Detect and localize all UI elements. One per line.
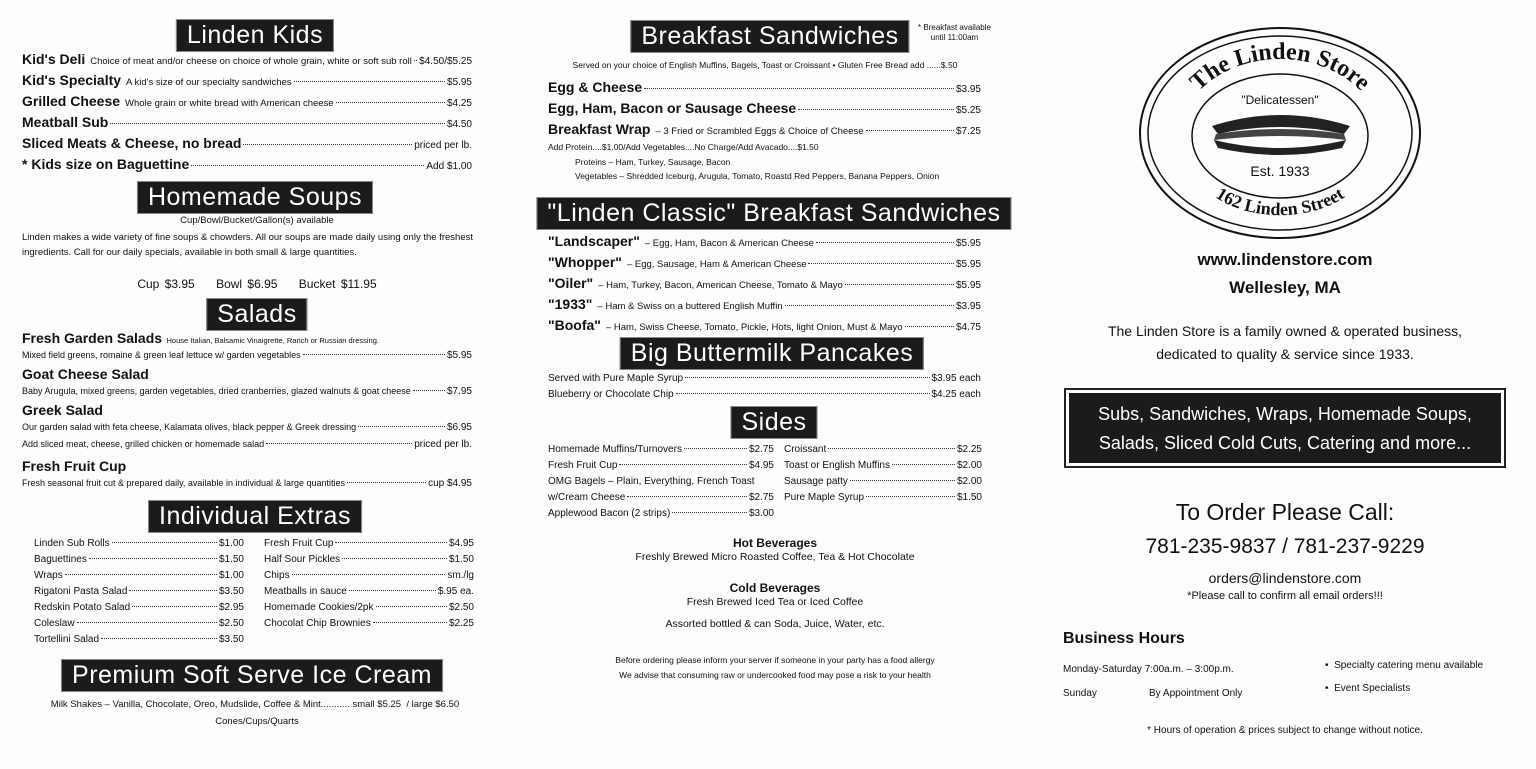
sunday-label: Sunday — [1063, 688, 1097, 699]
section-header-breakfast-sandwiches: Breakfast Sandwiches — [630, 20, 909, 53]
item-name: Fresh Fruit Cup — [548, 460, 618, 471]
logo-name: The Linden Store — [1185, 38, 1376, 96]
breakfast-add-ons — [548, 140, 939, 184]
menu-item — [264, 568, 474, 584]
item-price: $4.25 — [446, 98, 472, 109]
item-description: A kid's size of our specialty sandwiches — [126, 77, 292, 88]
item-name: Linden Sub Rolls — [34, 538, 110, 549]
item-description: – 3 Fried or Scrambled Eggs & Choice of Cheese — [655, 126, 864, 137]
dot-leader — [349, 590, 436, 591]
item-price: $2.75 — [748, 492, 774, 503]
dot-leader — [303, 354, 445, 355]
menu-item — [34, 616, 244, 632]
menu-item — [22, 330, 472, 362]
menu-item — [264, 536, 474, 552]
item-description: Choice of meat and/or cheese on choice of whole grain, white or soft sub roll — [90, 56, 412, 67]
breakfast-list — [548, 78, 981, 141]
dot-leader — [866, 496, 955, 497]
menu-item — [264, 600, 474, 616]
sides-left-list — [548, 442, 774, 522]
dot-leader — [414, 60, 417, 61]
item-price: $2.50 — [218, 618, 244, 629]
section-header-pancakes: Big Buttermilk Pancakes — [620, 337, 924, 370]
dot-leader — [866, 130, 954, 131]
dot-leader — [129, 590, 217, 591]
menu-item — [548, 371, 981, 387]
dot-leader — [808, 263, 953, 264]
menu-item — [548, 474, 774, 490]
store-city: Wellesley, MA — [1229, 278, 1341, 297]
item-price: priced per lb. — [414, 439, 472, 450]
dot-leader — [828, 448, 955, 449]
bullet-text: Specialty catering menu available — [1334, 660, 1484, 671]
sides-right-list — [784, 442, 982, 506]
hot-beverages-text: Freshly Brewed Micro Roasted Coffee, Tea & Hot Chocolate — [635, 551, 915, 563]
item-description: – Ham, Turkey, Bacon, American Cheese, Tomato & Mayo — [598, 280, 843, 291]
item-name: OMG Bagels – Plain, Everything, French Toast — [548, 476, 755, 487]
item-price: $3.00 — [748, 508, 774, 519]
item-price: Add $1.00 — [426, 161, 472, 172]
dot-leader — [676, 393, 930, 394]
section-header-linden-classic: "Linden Classic" Breakfast Sandwiches — [536, 197, 1011, 230]
assorted-drinks: Assorted bottled & can Soda, Juice, Water, etc. — [665, 618, 885, 630]
item-price: $3.50 — [218, 634, 244, 645]
bucket-price: Bucket $11.95 — [298, 277, 377, 291]
item-name: "1933" — [548, 296, 593, 312]
dot-leader — [684, 448, 747, 449]
item-name: Rigatoni Pasta Salad — [34, 586, 128, 597]
menu-item — [548, 506, 774, 522]
item-name: Kid's Deli — [22, 51, 86, 67]
dot-leader — [347, 482, 426, 483]
menu-item — [548, 387, 981, 403]
menu-item — [784, 490, 982, 506]
menu-item — [264, 552, 474, 568]
item-name: Croissant — [784, 444, 827, 455]
sandwich-icon — [1212, 115, 1350, 155]
dot-leader — [101, 638, 217, 639]
dot-leader — [685, 377, 929, 378]
services-box-inner — [1069, 393, 1501, 463]
item-description: Whole grain or white bread with American cheese — [125, 98, 334, 109]
logo-tagline: "Delicatessen" — [1241, 93, 1319, 107]
bowl-price: Bowl $6.95 — [216, 277, 278, 291]
menu-item — [22, 402, 472, 434]
item-description: – Egg, Ham, Bacon & American Cheese — [644, 238, 814, 249]
menu-item — [548, 295, 981, 316]
logo-established: Est. 1933 — [1250, 163, 1310, 179]
item-name: Fresh Garden Salads — [22, 330, 163, 346]
dot-leader — [342, 558, 447, 559]
menu-item — [22, 366, 472, 398]
business-hours-title: Business Hours — [1063, 630, 1185, 647]
section-header-salads: Salads — [206, 298, 307, 331]
item-name: Chips — [264, 570, 290, 581]
menu-item — [548, 253, 981, 274]
beverages — [545, 536, 1005, 631]
dot-leader — [358, 426, 445, 427]
dot-leader — [376, 606, 447, 607]
menu-item — [548, 78, 981, 99]
item-price: $2.00 — [956, 460, 982, 471]
services-line2: Salads, Sliced Cold Cuts, Catering and more... — [1098, 433, 1472, 453]
item-name: Coleslaw — [34, 618, 75, 629]
item-description: Baby Arugula, mixed greens, garden vegetables, dried cranberries, glazed walnuts & goat cheese — [22, 386, 411, 396]
pancakes-list — [548, 371, 981, 403]
menu-item — [784, 474, 982, 490]
dot-leader — [672, 512, 747, 513]
linden-store-logo — [1138, 26, 1422, 242]
section-header-individual-extras: Individual Extras — [148, 500, 362, 533]
dot-leader — [627, 496, 747, 497]
item-price: $.95 ea. — [437, 586, 474, 597]
classic-list — [548, 232, 981, 337]
item-price: priced per lb. — [414, 140, 472, 151]
bullet-text: Event Specialists — [1334, 683, 1411, 694]
item-name: Meatballs in sauce — [264, 586, 347, 597]
item-price: $7.25 — [955, 126, 981, 137]
item-price: $2.00 — [956, 476, 982, 487]
item-name: Toast or English Muffins — [784, 460, 890, 471]
add-ons-prices: Add Protein....$1.00/Add Vegetables....No Charge/Add Avacado....$1.50 — [548, 142, 819, 152]
soups-sizes: Cup/Bowl/Bucket/Gallon(s) available — [180, 215, 334, 226]
menu-item — [22, 458, 472, 490]
breakfast-served-note: Served on your choice of English Muffins, Bagels, Toast or Croissant • Gluten Free Bread add ......$.50 — [572, 60, 958, 70]
menu-item — [548, 232, 981, 253]
item-name: Homemade Muffins/Turnovers — [548, 444, 682, 455]
item-price: $4.50 — [446, 119, 472, 130]
menu-item — [548, 99, 981, 120]
breakfast-note-line2: until 11:00am — [930, 33, 979, 42]
menu-item — [22, 71, 472, 92]
dot-leader — [785, 305, 954, 306]
extras-right-list — [264, 536, 474, 632]
item-name: Egg, Ham, Bacon or Sausage Cheese — [548, 100, 797, 116]
item-price: $5.95 — [446, 77, 472, 88]
dot-leader — [191, 165, 424, 166]
menu-item — [34, 632, 244, 648]
small-price: small $5.25 — [352, 699, 402, 710]
dot-leader — [266, 443, 412, 444]
menu-item — [34, 552, 244, 568]
tagline-line1: The Linden Store is a family owned & operated business, — [1107, 323, 1463, 339]
sunday-hours: By Appointment Only — [1149, 688, 1243, 699]
item-name: Goat Cheese Salad — [22, 366, 149, 382]
menu-item — [784, 442, 982, 458]
item-description: Our garden salad with feta cheese, Kalamata olives, black pepper & Greek dressing — [22, 422, 357, 432]
hot-beverages-title: Hot Beverages — [732, 536, 818, 550]
salads-list — [22, 330, 472, 494]
services-box — [1064, 388, 1506, 468]
milk-shakes-text: Milk Shakes – Vanilla, Chocolate, Oreo, Mudslide, Coffee & Mint........... — [50, 699, 350, 710]
item-price: $7.95 — [446, 386, 472, 397]
item-description: – Ham & Swiss on a buttered English Muffin — [597, 301, 783, 312]
order-email[interactable]: orders@lindenstore.com — [1208, 570, 1362, 586]
item-price: $1.00 — [218, 538, 244, 549]
item-description: Mixed field greens, romaine & green leaf lettuce w/ garden vegetables — [22, 350, 301, 360]
website-link[interactable]: www.lindenstore.com — [1197, 250, 1373, 269]
dot-leader — [112, 542, 217, 543]
breakfast-note-line1: * Breakfast available — [918, 23, 991, 32]
item-name: Blueberry or Chocolate Chip — [548, 389, 674, 400]
kids-menu-list — [22, 50, 472, 176]
item-name: "Boofa" — [548, 317, 601, 333]
item-name: "Whopper" — [548, 254, 622, 270]
item-price: $3.50 — [218, 586, 244, 597]
item-price: $5.95 — [955, 280, 981, 291]
item-price: $5.95 — [955, 238, 981, 249]
dot-leader — [110, 123, 445, 124]
menu-item — [34, 600, 244, 616]
soups-description: Linden makes a wide variety of fine soups & chowders. All our soups are made daily using only the freshest ingredients. Call for our daily specials, available in both small & large quantities. — [22, 232, 473, 258]
vegetable-options: Vegetables – Shredded Iceburg, Arugula, Tomato, Roastd Red Peppers, Banana Peppers, Onion — [575, 171, 940, 181]
logo-street: 162 Linden Street — [1212, 183, 1348, 220]
section-header-ice-cream: Premium Soft Serve Ice Cream — [61, 659, 443, 692]
dot-leader — [619, 464, 747, 465]
item-price: sm./lg — [447, 570, 474, 581]
menu-item — [22, 134, 472, 155]
menu-item — [548, 442, 774, 458]
dot-leader — [336, 102, 445, 103]
item-price: $2.50 — [448, 602, 474, 613]
item-name: Sausage patty — [784, 476, 848, 487]
breakfast-hours-note — [912, 23, 997, 43]
item-price: $1.50 — [956, 492, 982, 503]
section-header-sides: Sides — [730, 406, 817, 439]
item-price: $5.95 — [955, 259, 981, 270]
allergy-line1: Before ordering please inform your server if someone in your party has a food allergy — [615, 655, 935, 665]
item-price: $2.25 — [448, 618, 474, 629]
item-name: w/Cream Cheese — [548, 492, 626, 503]
item-name: Homemade Cookies/2pk — [264, 602, 374, 613]
business-hours — [1063, 658, 1242, 706]
item-price: $4.75 — [955, 322, 981, 333]
tagline-line2: dedicated to quality & service since 1933. — [1156, 346, 1414, 362]
item-name: Wraps — [34, 570, 63, 581]
menu-item — [22, 92, 472, 113]
allergy-notice — [545, 653, 1005, 683]
dot-leader — [335, 542, 447, 543]
item-name: "Landscaper" — [548, 233, 640, 249]
email-note: *Please call to confirm all email orders!!! — [1187, 590, 1383, 602]
item-name: Chocolat Chip Brownies — [264, 618, 371, 629]
item-price: $3.95 — [955, 301, 981, 312]
item-name: Meatball Sub — [22, 114, 109, 130]
item-price: $1.50 — [218, 554, 244, 565]
dot-leader — [892, 464, 955, 465]
bullet-item: • Event Specialists — [1325, 683, 1411, 694]
dot-leader — [798, 109, 954, 110]
item-name: "Oiler" — [548, 275, 594, 291]
item-price: $2.25 — [956, 444, 982, 455]
item-price: $2.95 — [218, 602, 244, 613]
cold-beverages-title: Cold Beverages — [729, 581, 821, 595]
menu-item — [548, 490, 774, 506]
menu-item — [548, 458, 774, 474]
menu-item — [22, 155, 472, 176]
item-description: – Egg, Sausage, Ham & American Cheese — [626, 259, 807, 270]
item-name: Sliced Meats & Cheese, no bread — [22, 135, 242, 151]
dot-leader — [850, 480, 955, 481]
item-description: Fresh seasonal fruit cut & prepared daily, available in individual & large quantities — [22, 478, 346, 488]
item-price: $4.50/$5.25 — [419, 56, 472, 67]
menu-item — [264, 584, 474, 600]
dot-leader — [132, 606, 217, 607]
item-price: $1.50 — [448, 554, 474, 565]
item-name: Tortellini Salad — [34, 634, 100, 645]
menu-item — [34, 536, 244, 552]
item-note: House Italian, Balsamic Vinaigrette, Ranch or Russian dressing. — [166, 336, 379, 345]
item-name: Grilled Cheese — [22, 93, 121, 109]
item-name: Fresh Fruit Cup — [264, 538, 334, 549]
item-price: $3.95 each — [931, 373, 981, 384]
item-name: Greek Salad — [22, 402, 103, 418]
menu-item — [784, 458, 982, 474]
dot-leader — [905, 326, 954, 327]
menu-item — [22, 50, 472, 71]
dot-leader — [413, 390, 445, 391]
item-name: Kid's Specialty — [22, 72, 122, 88]
phone-numbers[interactable]: 781-235-9837 / 781-237-9229 — [1145, 535, 1425, 558]
menu-item — [22, 438, 472, 451]
services-bullets — [1325, 654, 1483, 700]
cones-cups-quarts: Cones/Cups/Quarts — [215, 716, 299, 727]
menu-item — [22, 113, 472, 134]
dot-leader — [292, 574, 446, 575]
item-name: Half Sour Pickles — [264, 554, 341, 565]
item-price: $4.25 each — [931, 389, 981, 400]
dot-leader — [77, 622, 217, 623]
item-name: Redskin Potato Salad — [34, 602, 131, 613]
item-price: $4.95 — [448, 538, 474, 549]
item-price: $4.95 — [748, 460, 774, 471]
menu-item — [34, 584, 244, 600]
menu-item — [548, 120, 981, 141]
milk-shakes-line — [5, 698, 505, 712]
item-price: $3.95 — [955, 84, 981, 95]
services-line1: Subs, Sandwiches, Wraps, Homemade Soups, — [1098, 404, 1472, 424]
order-heading: To Order Please Call: — [1175, 499, 1395, 525]
soups-prices — [22, 277, 492, 292]
item-name: Pure Maple Syrup — [784, 492, 865, 503]
dot-leader — [644, 88, 954, 89]
menu-item — [264, 616, 474, 632]
item-price: $5.25 — [955, 105, 981, 116]
dot-leader — [816, 242, 954, 243]
svg-text:The Linden Store — [1185, 39, 1375, 96]
tagline — [1050, 320, 1520, 366]
section-header-homemade-soups: Homemade Soups — [137, 181, 373, 214]
cold-beverages-text: Fresh Brewed Iced Tea or Iced Coffee — [686, 596, 864, 608]
item-name: Egg & Cheese — [548, 79, 643, 95]
item-price: $5.95 — [446, 350, 472, 361]
item-price: cup $4.95 — [428, 478, 472, 489]
menu-item — [548, 316, 981, 337]
item-description: Add sliced meat, cheese, grilled chicken or homemade salad — [22, 439, 265, 449]
item-name: * Kids size on Baguettine — [22, 156, 190, 172]
menu-item — [34, 568, 244, 584]
dot-leader — [845, 284, 954, 285]
bullet-item: • Specialty catering menu available — [1325, 660, 1484, 671]
dot-leader — [89, 558, 217, 559]
item-name: Breakfast Wrap — [548, 121, 651, 137]
order-info — [1060, 497, 1510, 603]
protein-options: Proteins – Ham, Turkey, Sausage, Bacon — [575, 156, 731, 167]
item-description: – Ham, Swiss Cheese, Tomato, Pickle, Hots, light Onion, Must & Mayo — [605, 322, 903, 333]
item-price: $2.75 — [748, 444, 774, 455]
item-price: $1.00 — [218, 570, 244, 581]
weekday-hours: Monday-Saturday 7:00a.m. – 3:00p.m. — [1063, 664, 1234, 675]
menu-item — [548, 274, 981, 295]
item-name: Applewood Bacon (2 strips) — [548, 508, 671, 519]
large-price: / large $6.50 — [406, 699, 460, 710]
section-header-linden-kids: Linden Kids — [176, 19, 334, 52]
item-price: $6.95 — [446, 422, 472, 433]
item-name: Served with Pure Maple Syrup — [548, 373, 684, 384]
store-info — [1060, 246, 1510, 302]
hours-footnote: * Hours of operation & prices subject to change without notice. — [1147, 725, 1423, 736]
dot-leader — [243, 144, 412, 145]
extras-left-list — [34, 536, 244, 648]
allergy-line2: We advise that consuming raw or undercooked food may pose a risk to your health — [619, 670, 931, 680]
item-name: Fresh Fruit Cup — [22, 458, 127, 474]
dot-leader — [294, 81, 445, 82]
dot-leader — [373, 622, 447, 623]
item-name: Baguettines — [34, 554, 87, 565]
cup-price: Cup $3.95 — [137, 277, 195, 291]
dot-leader — [65, 574, 217, 575]
